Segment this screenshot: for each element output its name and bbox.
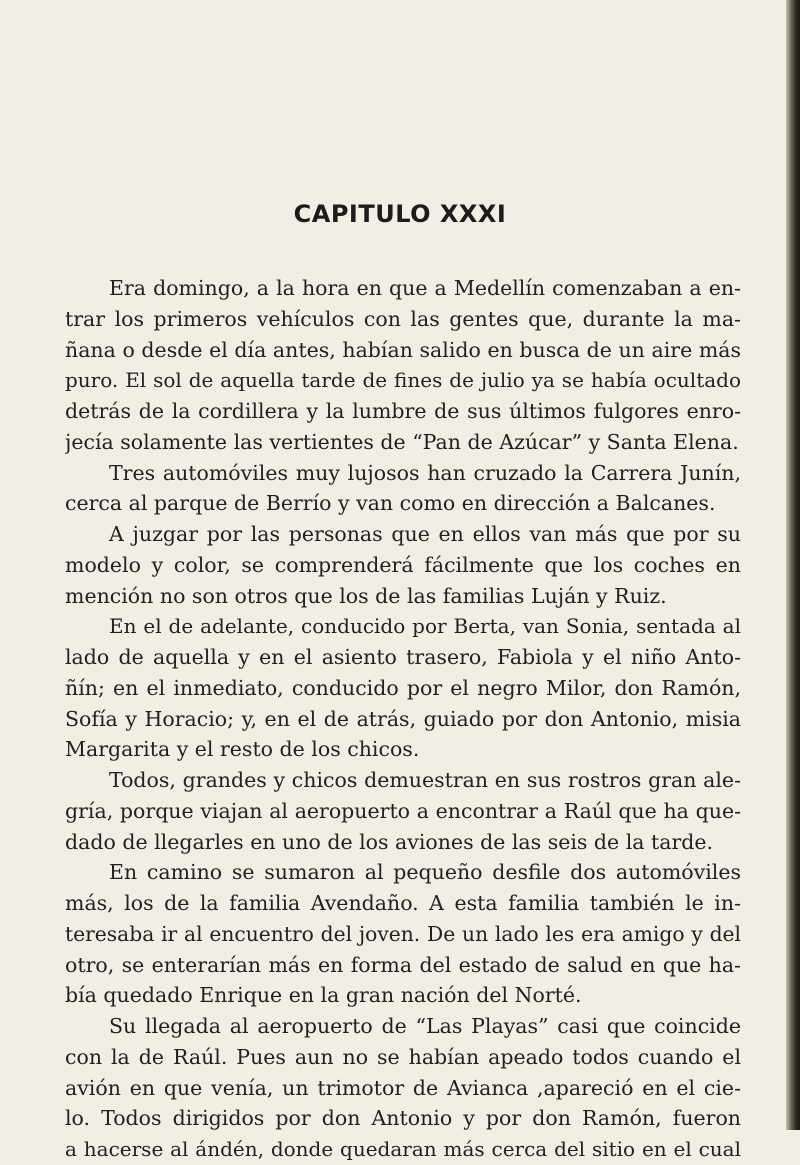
text-line: Margarita y el resto de los chicos.: [65, 737, 420, 762]
text-line: lado de aquella y en el asiento trasero, Fabiola y el niño Anto-: [65, 645, 741, 669]
text-line: detrás de la cordillera y la lumbre de sus últimos fulgores enro-: [65, 399, 741, 423]
text-line: a hacerse al ándén, donde quedaran más cerca del sitio en el cual: [65, 1137, 741, 1161]
text-line: avión en que venía, un trimotor de Avianca ,apareció en el cie-: [65, 1075, 741, 1100]
text-line: mención no son otros que los de las familias Luján y Ruiz.: [65, 583, 667, 608]
chapter-title: CAPITULO XXXI: [293, 200, 507, 228]
text-line: teresaba ir al encuentro del joven. De un lado les era amigo y del: [65, 921, 741, 946]
text-line: Su llegada al aeropuerto de “Las Playas” casi que coincide: [109, 1014, 741, 1038]
text-line: trar los primeros vehículos con las gentes que, durante la ma-: [65, 306, 741, 331]
text-line: En camino se sumaron al pequeño desfile dos automóviles: [109, 860, 741, 885]
body-text: [65, 273, 741, 1165]
text-line: otro, se enterarían más en forma del estado de salud en que ha-: [65, 952, 741, 977]
text-line: Sofía y Horacio; y, en el de atrás, guiado por don Antonio, misia: [65, 706, 741, 731]
text-line: En el de adelante, conducido por Berta, van Sonia, sentada al: [109, 614, 741, 639]
text-line: Era domingo, a la hora en que a Medellín comenzaban a en-: [109, 276, 741, 300]
text-line: bía quedado Enrique en la gran nación del Norté.: [65, 983, 582, 1008]
text-line: ñana o desde el día antes, habían salido en busca de un aire más: [65, 337, 741, 362]
text-line: más, los de la familia Avendaño. A esta familia también le in-: [65, 891, 741, 915]
text-line: gría, porque viajan al aeropuerto a encontrar a Raúl que ha que-: [65, 798, 741, 823]
text-line: con la de Raúl. Pues aun no se habían apeado todos cuando el: [65, 1044, 741, 1069]
text-line: Todos, grandes y chicos demuestran en sus rostros gran ale-: [109, 768, 741, 792]
text-line: A juzgar por las personas que en ellos van más que por su: [109, 522, 741, 546]
text-line: modelo y color, se comprenderá fácilmente que los coches en: [65, 552, 741, 577]
text-line: ñín; en el inmediato, conducido por el negro Milor, don Ramón,: [65, 675, 741, 700]
text-line: lo. Todos dirigidos por don Antonio y por don Ramón, fueron: [65, 1106, 741, 1131]
page-edge: [786, 0, 800, 1130]
text-line: dado de llegarles en uno de los aviones de las seis de la tarde.: [65, 829, 714, 854]
text-line: puro. El sol de aquella tarde de fines de julio ya se había ocultado: [65, 368, 741, 393]
text-line: cerca al parque de Berrío y van como en dirección a Balcanes.: [65, 491, 716, 516]
text-line: jecía solamente las vertientes de “Pan de Azúcar” y Santa Elena.: [65, 429, 739, 454]
text-line: Tres automóviles muy lujosos han cruzado la Carrera Junín,: [109, 460, 741, 485]
